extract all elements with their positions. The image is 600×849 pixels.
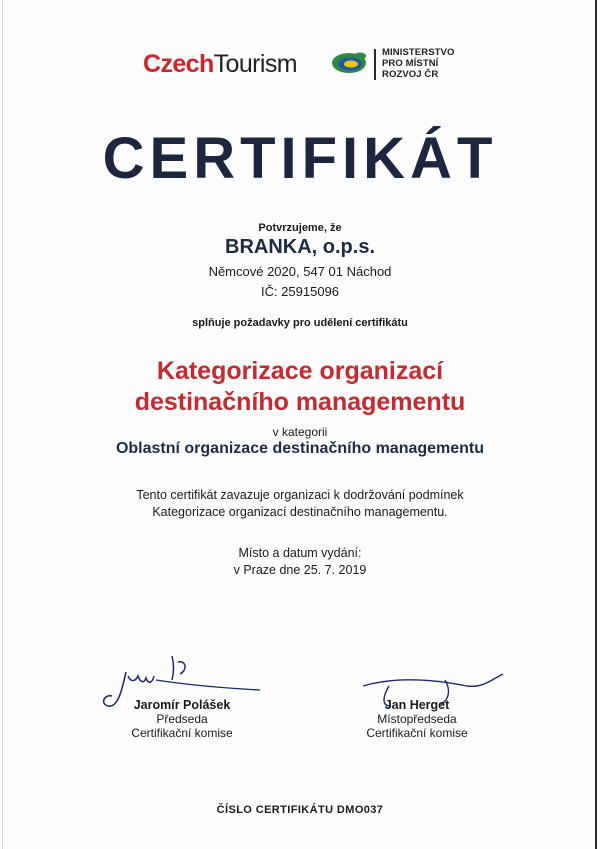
czechtourism-logo-czech: Czech (143, 50, 214, 78)
in-category-label: v kategorii (272, 425, 328, 439)
category-name: Oblastní organizace destinačního managementu (115, 440, 485, 457)
confirmation-text: Potvrzujeme, že (258, 222, 342, 234)
signatory-role-chairman: Předseda (156, 712, 208, 726)
signatory-body-chairman: Certifikační komise (131, 726, 233, 740)
ministry-logo-text (382, 47, 454, 80)
signatory-name-chairman: Jaromír Polášek (133, 698, 231, 712)
obligation-line-1: Tento certifikát zavazuje organizaci k dodržování podmínek (136, 488, 464, 502)
certificate-number: ČÍSLO CERTIFIKÁTU DMO037 (216, 804, 384, 816)
issue-place-date-label: Místo a datum vydání: (238, 546, 362, 560)
ministry-line-2: PRO MÍSTNÍ (382, 58, 439, 69)
obligation-line-2: Kategorizace organizací destinačního managementu. (152, 505, 448, 519)
header-logos (0, 44, 600, 94)
organization-id: IČ: 25915096 (260, 284, 340, 299)
ministry-line-3: ROZVOJ ČR (382, 69, 439, 80)
czechtourism-logo-tourism: Tourism (213, 50, 297, 78)
czechtourism-logo (143, 50, 297, 79)
organization-address: Němcové 2020, 547 01 Náchod (208, 264, 392, 279)
issue-place-date-value: v Praze dne 25. 7. 2019 (233, 563, 367, 577)
signatory-role-vice-chairman: Místopředseda (377, 712, 457, 726)
ministry-emblem-icon (330, 49, 370, 75)
certificate-title-line-1: Kategorizace organizací (156, 357, 444, 385)
meets-requirements-text: splňuje požadavky pro udělení certifikátu (192, 317, 408, 329)
signature-block-chairman (82, 650, 282, 740)
ministry-logo-divider (374, 49, 376, 80)
signatory-name-vice-chairman: Jan Herget (384, 698, 450, 712)
signatory-body-vice-chairman: Certifikační komise (366, 726, 468, 740)
certificate-title-line-2: destinačního managementu (134, 388, 466, 416)
organization-name: BRANKA, o.p.s. (225, 236, 375, 258)
signature-block-vice-chairman (317, 650, 517, 740)
certificate-heading: CERTIFIKÁT (102, 126, 498, 191)
ministry-line-1: MINISTERSTVO (382, 47, 455, 58)
